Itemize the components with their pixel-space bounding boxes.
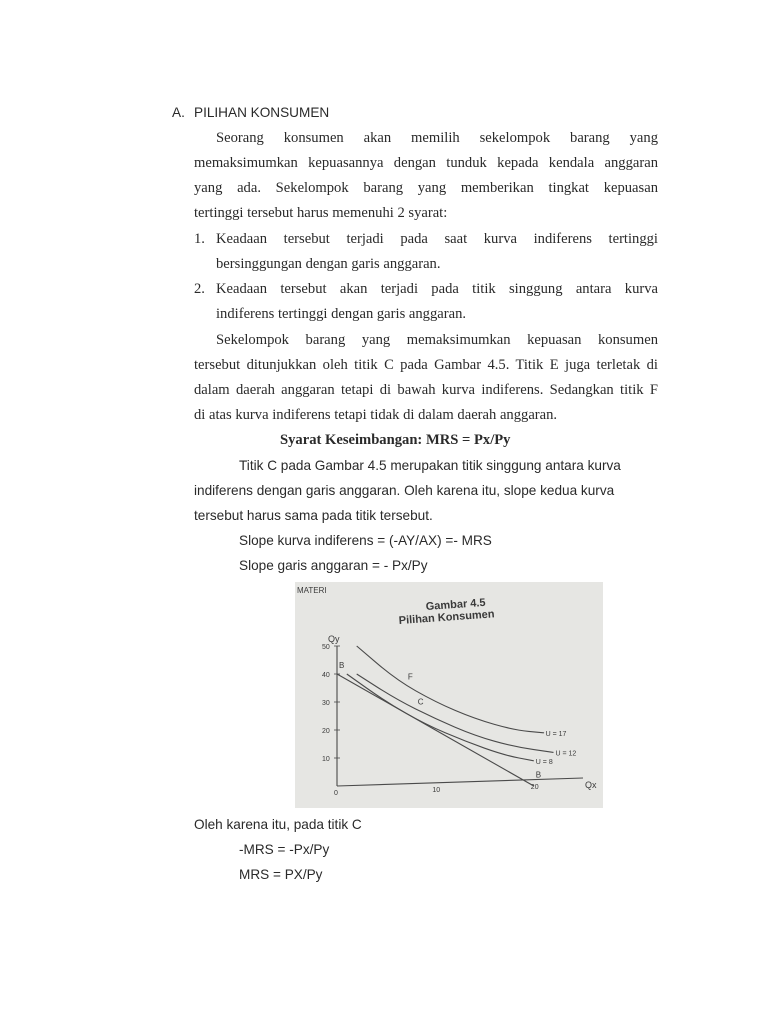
list-number: 1.: [194, 231, 205, 247]
y-tick-label: 40: [322, 672, 330, 679]
after-figure-text: Oleh karena itu, pada titik C: [194, 817, 362, 832]
y-tick-label: 30: [322, 700, 330, 707]
series-line: [347, 674, 534, 761]
point-label: B: [339, 661, 345, 671]
equation-line: MRS = PX/Py: [239, 867, 323, 882]
x-axis-line: [337, 778, 583, 786]
plot-area: [337, 646, 576, 786]
figure-subtitle: Pilihan Konsumen: [398, 608, 495, 627]
curve-label: U = 8: [535, 758, 553, 766]
y-axis-label: Qy: [328, 634, 340, 644]
paragraph-line: memaksimumkan kepuasannya dengan tunduk kepada kendala anggaran: [194, 155, 658, 171]
equation-line: -MRS = -Px/Py: [239, 842, 330, 857]
curve-label: U = 12: [555, 750, 577, 758]
series-line: [357, 646, 544, 733]
figure-photo: [295, 582, 603, 808]
figure-corner-label: MATERI: [297, 586, 327, 595]
axes: [322, 644, 583, 797]
paragraph-line: tersebut ditunjukkan oleh titik C pada Gambar 4.5. Titik E juga terletak di: [194, 357, 658, 373]
paragraph-line: di atas kurva indiferens tetapi tidak di dalam daerah anggaran.: [194, 407, 558, 423]
paragraph-line: tersebut harus sama pada titik tersebut.: [194, 508, 433, 523]
curve-label: U = 17: [545, 730, 567, 738]
section-marker: A.: [172, 105, 185, 120]
y-tick-label: 20: [322, 728, 330, 735]
y-tick-label: 10: [322, 756, 330, 763]
figure-chart: [295, 582, 603, 808]
x-tick-label: 0: [334, 790, 338, 797]
paragraph-line: indiferens dengan garis anggaran. Oleh karena itu, slope kedua kurva: [194, 483, 615, 498]
y-tick-label: 50: [322, 644, 330, 651]
paragraph-line: Seorang konsumen akan memilih sekelompok barang yang: [216, 130, 658, 146]
equilibrium-heading: Syarat Keseimbangan: MRS = Px/Py: [280, 432, 511, 448]
list-item-line: Keadaan tersebut akan terjadi pada titik singgung antara kurva: [216, 281, 658, 297]
slope-budget-line: Slope garis anggaran = - Px/Py: [239, 558, 428, 573]
figure-title: Gambar 4.5: [425, 596, 486, 613]
point-label: F: [407, 672, 413, 682]
list-item-line: bersinggungan dengan garis anggaran.: [216, 256, 441, 272]
list-number: 2.: [194, 281, 205, 297]
point-label: C: [417, 697, 424, 707]
section-title: PILIHAN KONSUMEN: [194, 105, 330, 120]
slope-indifference-line: Slope kurva indiferens = (-AY/AX) =- MRS: [239, 533, 492, 548]
series-line: [337, 674, 534, 786]
paragraph-line: tertinggi tersebut harus memenuhi 2 syarat:: [194, 205, 448, 221]
x-tick-label: 20: [530, 784, 539, 791]
paragraph-line: dalam daerah anggaran tetapi di bawah kurva indiferens. Sedangkan titik F: [194, 382, 658, 398]
x-tick-label: 10: [432, 787, 441, 794]
x-axis-label: Qx: [585, 780, 597, 790]
point-label: B: [535, 770, 542, 780]
paragraph-line: Titik C pada Gambar 4.5 merupakan titik singgung antara kurva: [239, 458, 621, 473]
paragraph-line: Sekelompok barang yang memaksimumkan kepuasan konsumen: [216, 332, 658, 348]
paragraph-line: yang ada. Sekelompok barang yang memberikan tingkat kepuasan: [194, 180, 658, 196]
list-item-line: indiferens tertinggi dengan garis anggaran.: [216, 306, 467, 322]
list-item-line: Keadaan tersebut terjadi pada saat kurva indiferens tertinggi: [216, 231, 658, 247]
